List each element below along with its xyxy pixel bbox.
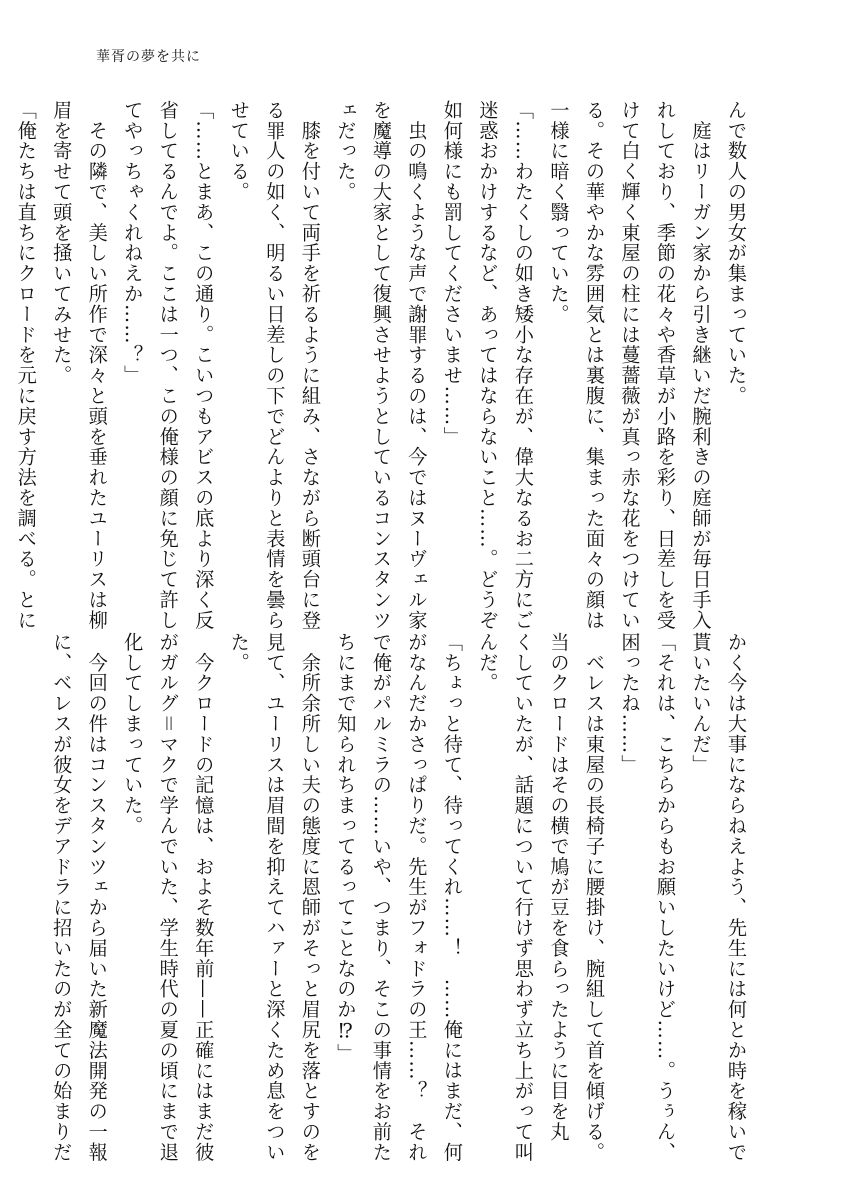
text-line: ベレスは東屋の長椅子に腰掛け、腕組して首を傾げる。 bbox=[582, 632, 606, 1163]
text-line: 膝を付いて両手を祈るように組み、さながら断頭台に登 bbox=[298, 100, 322, 631]
text-block-top bbox=[8, 100, 754, 631]
text-line: 虫の鳴くような声で謝罪するのは、今ではヌーヴェル家 bbox=[405, 100, 429, 631]
text-line: で俺がパルミラの……いや、つまり、そこの事情をお前た bbox=[369, 632, 393, 1163]
running-header: 華胥の夢を共に bbox=[96, 49, 201, 65]
text-line: る罪人の如く、明るい日差しの下でどんよりと表情を曇ら bbox=[263, 100, 287, 631]
text-line: 困ったね……」 bbox=[618, 632, 642, 775]
text-line: 一様に暗く翳っていた。 bbox=[547, 100, 571, 325]
text-line: 「……とまあ、この通り。こいつもアビスの底より深く反 bbox=[192, 100, 216, 631]
text-line: かく今は大事にならねえよう、先生には何とか時を稼いで bbox=[725, 632, 748, 1163]
text-line: 「俺たちは直ちにクロードを元に戻す方法を調べる。とに bbox=[14, 100, 38, 631]
text-line: 「……わたくしの如き矮小な存在が、偉大なるお二方にご bbox=[511, 100, 535, 631]
text-line: れしており、季節の花々や香草が小路を彩り、日差しを受 bbox=[653, 100, 677, 631]
text-line: 如何様にも罰してくださいませ……」 bbox=[440, 100, 464, 447]
text-line: んだ。 bbox=[476, 632, 500, 694]
text-line: る。その華やかな雰囲気とは裏腹に、集まった面々の顔は bbox=[582, 100, 606, 631]
text-line: てやっちゃくれねえか……？」 bbox=[121, 100, 145, 386]
text-line: 省してるんでよ。ここは一つ、この俺様の顔に免じて許し bbox=[156, 100, 180, 631]
text-line: 見て、ユーリスは眉間を抑えてハァーと深くため息をつい bbox=[263, 632, 287, 1163]
text-line: 余所余所しい夫の態度に恩師がそっと眉尻を落とすのを bbox=[298, 632, 322, 1163]
text-line: 貰いたいんだ」 bbox=[689, 632, 713, 775]
text-line: を魔導の大家として復興させようとしているコンスタンツ bbox=[369, 100, 393, 631]
text-line: 「ちょっと待て、待ってくれ……！ ……俺にはまだ、何 bbox=[440, 632, 464, 1163]
text-line: 庭はリーガン家から引き継いだ腕利きの庭師が毎日手入 bbox=[689, 100, 713, 631]
text-block-bottom bbox=[44, 632, 754, 1163]
text-line: せている。 bbox=[227, 100, 251, 202]
text-line: その隣で、美しい所作で深々と頭を垂れたユーリスは柳 bbox=[85, 100, 109, 631]
text-line: 化してしまっていた。 bbox=[121, 632, 145, 836]
text-line: がなんだかさっぱりだ。先生がフォドラの王……？ それ bbox=[405, 632, 429, 1163]
text-line: 迷惑おかけするなど、あってはならないこと……。どうぞ bbox=[476, 100, 500, 631]
text-line: けて白く輝く東屋の柱には蔓薔薇が真っ赤な花をつけてい bbox=[618, 100, 642, 631]
text-line: 当のクロードはその横で鳩が豆を食らったように目を丸 bbox=[547, 632, 571, 1142]
text-line: た。 bbox=[227, 632, 251, 673]
text-line: に、ベレスが彼女をデアドラに招いたのが全ての始まりだ bbox=[50, 632, 74, 1163]
text-line: 眉を寄せて頭を掻いてみせた。 bbox=[50, 100, 74, 386]
text-line: 「それは、こちらからもお願いしたいけど……。うぅん、 bbox=[653, 632, 677, 1163]
text-line: がガルグ＝マクで学んでいた、学生時代の夏の頃にまで退 bbox=[156, 632, 180, 1163]
text-line: 今回の件はコンスタンツェから届いた新魔法開発の一報 bbox=[85, 632, 109, 1163]
text-line: くしていたが、話題について行けず思わず立ち上がって叫 bbox=[511, 632, 535, 1163]
text-line: ちにまで知られちまってるってことなのか⁉」 bbox=[334, 632, 358, 1065]
text-line: 今クロードの記憶は、およそ数年前——正確にはまだ彼 bbox=[192, 632, 216, 1163]
text-line: ェだった。 bbox=[334, 100, 358, 202]
text-line: んで数人の男女が集まっていた。 bbox=[725, 100, 748, 406]
